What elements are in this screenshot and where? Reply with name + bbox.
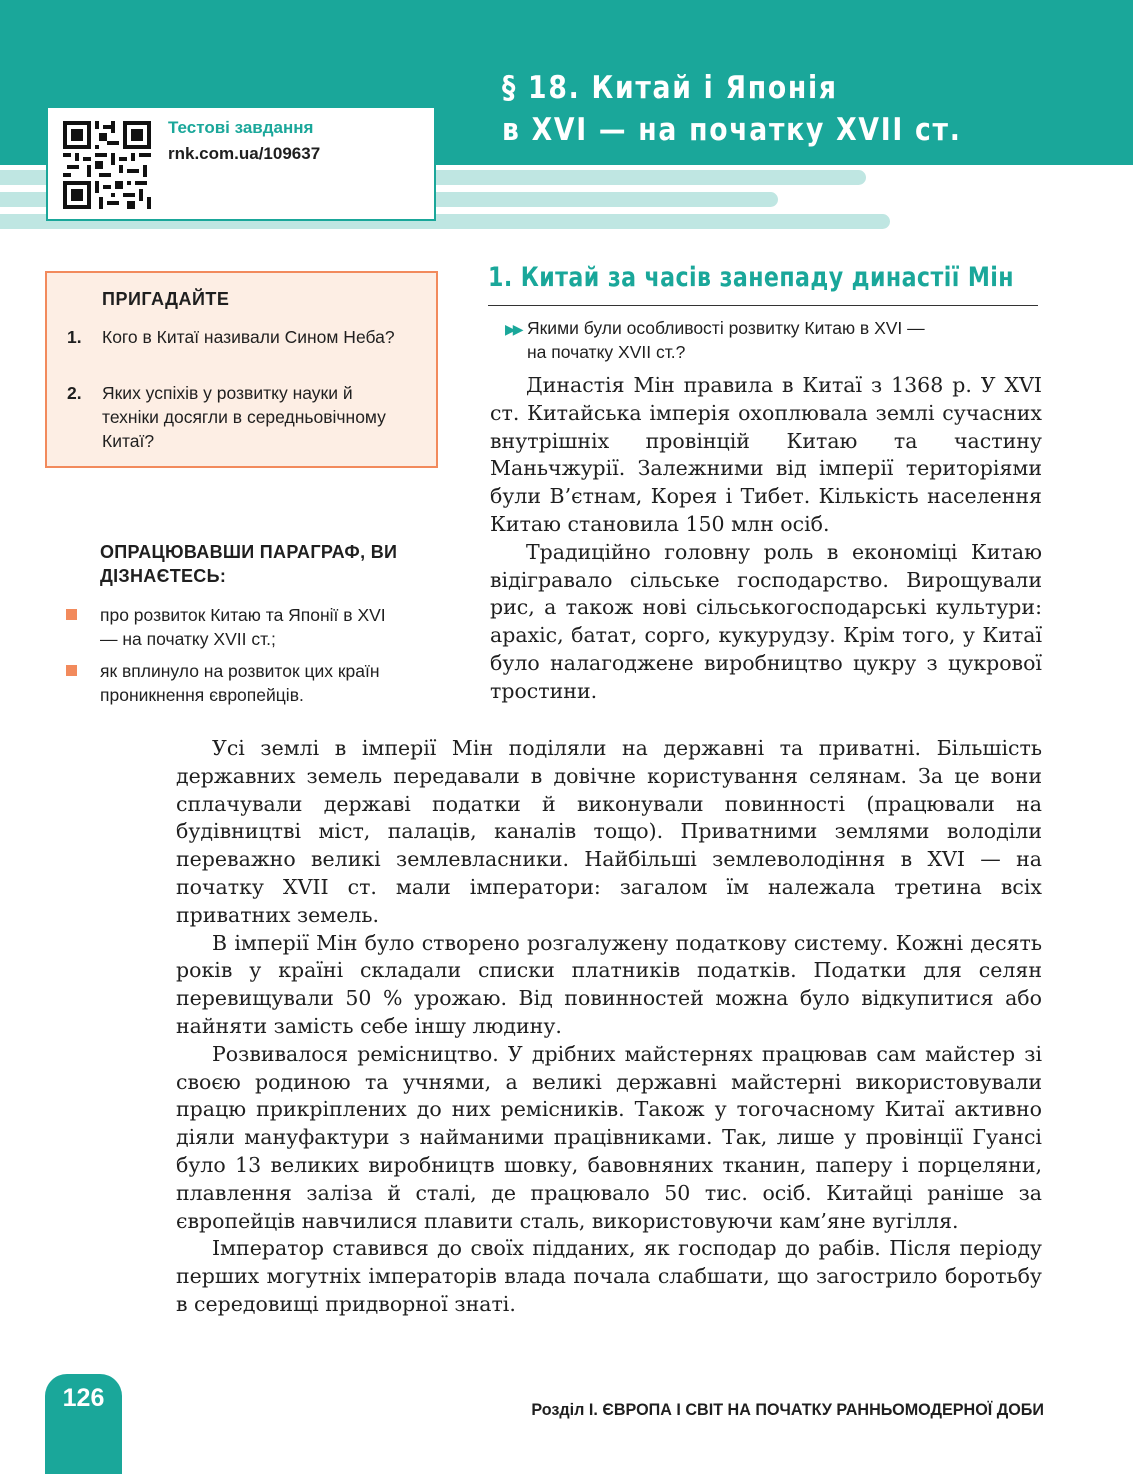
double-arrow-icon: ▶▶ <box>505 321 521 337</box>
item-number: 2. <box>67 383 82 403</box>
learn-title: ОПРАЦЮВАВШИ ПАРАГРАФ, ВИ ДІЗНАЄТЕСЬ: <box>100 542 398 586</box>
qr-panel <box>46 106 436 221</box>
body-paragraph: Усі землі в імперії Мін поділяли на державні та приватні. Більшість державних земель передавали в довічне користування селянам. За це вони сплачували державі податки й виконували повинності (працювали на будівництві міст, палаців, каналів тощо). Приватними землями володіли переважно великі землевласники. Найбільші землеволодіння в XVI — на початку XVII ст. мали імператори: загалом їм належала третина всіх приватних земель. <box>176 736 1042 927</box>
qr-link[interactable]: rnk.com.ua/109637 <box>168 144 321 163</box>
item-text: як вплинуло на розвиток цих країн проникнення європейців. <box>100 661 380 705</box>
divider <box>488 305 1038 306</box>
body-paragraph: Традиційно головну роль в економіці Китаю відігравало сільське господарство. Вирощували рис, а також нові сільськогосподарські культури: арахіс, батат, сорго, кукурудзу. Крім того, у Китаї було налагоджене виробництво цукру з цукрової тростини. <box>490 539 1042 703</box>
bullet-icon <box>66 609 77 620</box>
recall-title: ПРИГАДАЙТЕ <box>102 289 230 309</box>
page-number-tab <box>45 1374 122 1474</box>
page-number: 126 <box>62 1384 105 1412</box>
qr-code-icon[interactable] <box>63 121 151 209</box>
body-paragraph: Імператор ставився до своїх підданих, як господар до рабів. Після періоду перших могутніх імператорів влада почала слабшати, що загострило боротьбу в середовищі придворної знаті. <box>176 1236 1042 1316</box>
item-text: Кого в Китаї називали Сином Неба? <box>102 327 395 347</box>
paragraph-title-line1: § 18. Китай і Японія <box>502 70 838 106</box>
bullet-icon <box>66 665 77 676</box>
question-text: Якими були особливості розвитку Китаю в XVI — на початку XVII ст.? <box>527 318 925 362</box>
body-paragraph: В імперії Мін було створено розгалужену податкову систему. Кожні десять років у країні складали списки платників податків. Податки для селян перевищували 50 % урожаю. Від повинностей можна було відкупитися або найняти замість себе іншу людину. <box>176 930 1042 1038</box>
recall-box <box>45 271 438 468</box>
paragraph-title-line2: в XVI — на початку XVII ст. <box>502 112 962 148</box>
item-text: Яких успіхів у розвитку науки й техніки досягли в середньовічному Китаї? <box>102 383 386 451</box>
item-number: 1. <box>67 327 82 347</box>
body-paragraph: Династія Мін правила в Китаї з 1368 р. У XVI ст. Китайська імперія охоплювала землі сучасних внутрішніх провінцій Китаю та частину Маньчжурії. Залежними від імперії територіями були В’єтнам, Корея і Тибет. Кількість населення Китаю становила 150 млн осіб. <box>490 373 1042 536</box>
chapter-footer: Розділ I. ЄВРОПА І СВІТ НА ПОЧАТКУ РАННЬОМОДЕРНОЇ ДОБИ <box>531 1400 1044 1419</box>
item-text: про розвиток Китаю та Японії в XVI — на початку XVII ст.; <box>100 605 386 649</box>
body-text-column <box>490 372 1042 706</box>
qr-label: Тестові завдання <box>168 118 314 137</box>
section-title: 1. Китай за часів занепаду династії Мін <box>488 262 1014 293</box>
body-text-wide <box>176 735 1042 1319</box>
body-paragraph: Розвивалося ремісництво. У дрібних майстернях працював сам майстер зі своєю родиною та учнями, а великі державні майстерні використовували працю прикріплених до них ремісників. Також у тогочасному Китаї активно діяли мануфактури з найманими працівниками. Так, лише у провінції Гуансі було 13 великих виробництв шовку, бавовняних тканин, паперу і порцеляни, плавлення заліза й сталі, де працювало 50 тис. осіб. Китайці раніше за європейців навчилися плавити сталь, використовуючи кам’яне вугілля. <box>176 1041 1042 1233</box>
